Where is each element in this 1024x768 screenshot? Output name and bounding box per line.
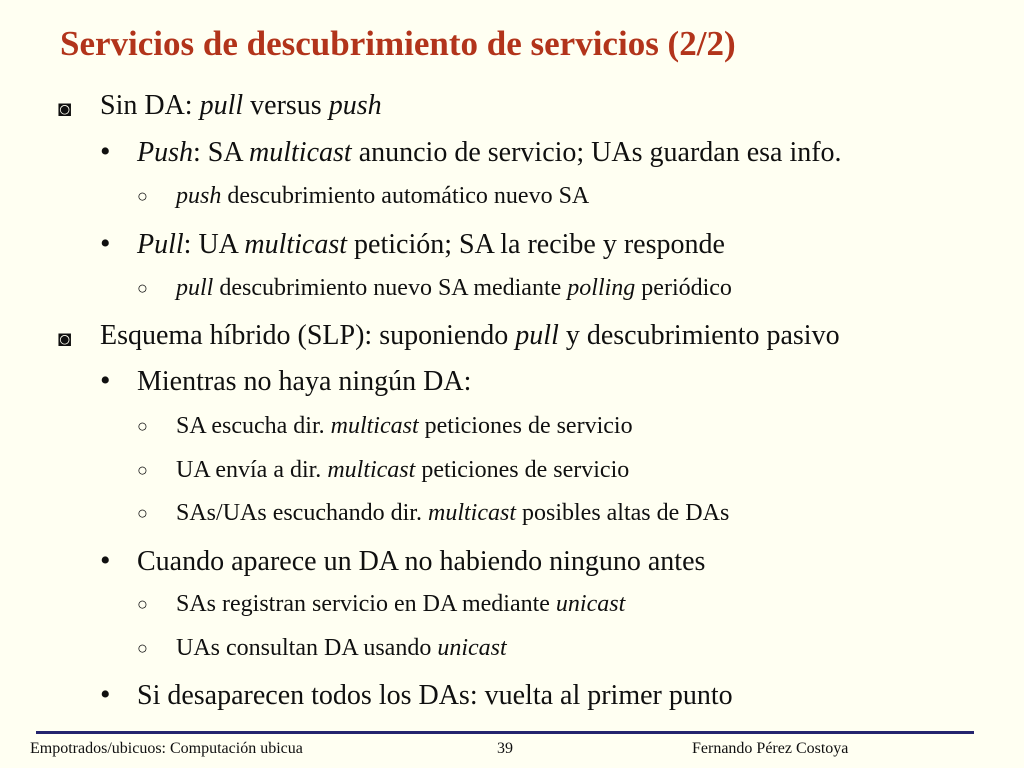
list-item-text: petición; SA la recibe y responde [347, 229, 725, 260]
filled-dot-bullet-icon: • [100, 364, 111, 397]
hollow-circle-bullet-icon: ○ [137, 503, 148, 523]
list-item-text: descubrimiento nuevo SA mediante [213, 275, 568, 301]
hollow-circle-bullet-icon: ○ [137, 416, 148, 436]
filled-dot-bullet-icon: • [100, 135, 111, 168]
list-item-text: Sin DA: [100, 90, 200, 121]
hollow-circle-bullet-icon: ○ [137, 594, 148, 614]
list-item-level-3 [176, 500, 729, 527]
footer-course: Empotrados/ubicuos: Computación ubicua [30, 740, 303, 757]
filled-dot-bullet-icon: • [100, 544, 111, 577]
list-item-text: unicast [555, 591, 626, 617]
list-item-text: SAs/UAs escuchando dir. [176, 500, 428, 526]
list-item-text: peticiones de servicio [415, 457, 630, 483]
list-item-text: periódico [635, 275, 732, 301]
filled-dot-bullet-icon: • [100, 678, 111, 711]
list-item-text: Cuando aparece un DA no habiendo ninguno antes [137, 546, 706, 577]
list-item-level-2 [137, 229, 725, 261]
list-item-text: descubrimiento automático nuevo SA [221, 183, 590, 209]
list-item-level-3 [176, 635, 507, 662]
list-item-text: posibles altas de DAs [515, 500, 730, 526]
list-item-level-1 [100, 320, 840, 352]
list-item-text: UAs consultan DA usando [176, 635, 438, 661]
diamond-square-bullet-icon: ◙ [58, 96, 72, 121]
list-item-level-3 [176, 183, 589, 210]
list-item-text: push [328, 90, 382, 121]
list-item-level-3 [176, 457, 629, 484]
list-item-level-2 [137, 137, 842, 169]
list-item-text: multicast [327, 457, 416, 483]
filled-dot-bullet-icon: • [100, 227, 111, 260]
list-item-text: pull [515, 320, 559, 351]
list-item-text: multicast [244, 229, 348, 260]
list-item-text: peticiones de servicio [418, 413, 633, 439]
list-item-text: polling [567, 275, 636, 301]
list-item-level-2 [137, 366, 471, 398]
list-item-level-1 [100, 90, 382, 122]
footer-divider [36, 731, 974, 734]
list-item-text: multicast [330, 413, 419, 439]
list-item-text: push [176, 183, 222, 209]
list-item-text: SAs registran servicio en DA mediante [176, 591, 556, 617]
list-item-text: versus [243, 90, 329, 121]
list-item-text: pull [199, 90, 244, 121]
slide-title: Servicios de descubrimiento de servicios (2/2) [60, 24, 736, 63]
hollow-circle-bullet-icon: ○ [137, 460, 148, 480]
list-item-text: pull [176, 275, 214, 301]
list-item-text: SA escucha dir. [176, 413, 331, 439]
list-item-text: UA envía a dir. [176, 457, 328, 483]
list-item-level-2 [137, 680, 733, 712]
footer-author: Fernando Pérez Costoya [692, 740, 849, 757]
list-item-text: multicast [427, 500, 516, 526]
hollow-circle-bullet-icon: ○ [137, 278, 148, 298]
list-item-level-3 [176, 275, 732, 302]
footer-page-number: 39 [497, 740, 513, 757]
list-item-text: Pull [137, 229, 184, 260]
list-item-text: Si desaparecen todos los DAs: vuelta al primer punto [137, 680, 733, 711]
list-item-text: multicast [249, 137, 352, 168]
list-item-text: y descubrimiento pasivo [558, 320, 840, 351]
list-item-text: : SA [193, 137, 250, 168]
list-item-level-3 [176, 413, 633, 440]
list-item-text: Push [137, 137, 193, 168]
list-item-level-2 [137, 546, 705, 578]
list-item-text: Esquema híbrido (SLP): suponiendo [100, 320, 516, 351]
hollow-circle-bullet-icon: ○ [137, 186, 148, 206]
hollow-circle-bullet-icon: ○ [137, 638, 148, 658]
list-item-text: anuncio de servicio; UAs guardan esa info. [351, 137, 842, 168]
list-item-text: : UA [183, 229, 245, 260]
list-item-text: unicast [437, 635, 507, 661]
list-item-text: Mientras no haya ningún DA: [137, 366, 472, 397]
list-item-level-3 [176, 591, 625, 618]
diamond-square-bullet-icon: ◙ [58, 326, 72, 351]
